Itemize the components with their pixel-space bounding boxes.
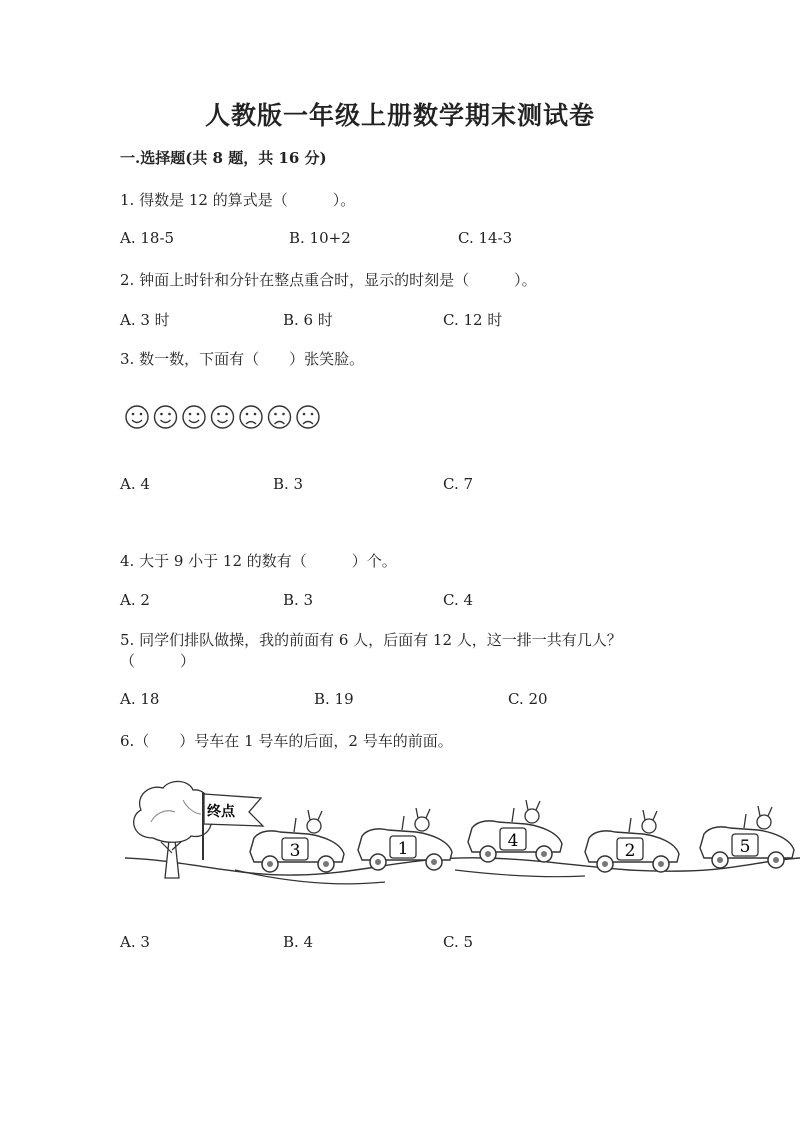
q3-option-c: C. 7 [443,475,474,493]
q5-option-b: B. 19 [314,690,354,708]
smiley-face-icon [126,406,148,428]
smiley-face-icon [183,406,205,428]
q2-option-a: A. 3 时 [120,311,170,329]
question-6-stem: 6.（ ）号车在 1 号车的后面，2 号车的前面。 [120,732,453,750]
frown-face-icon [240,406,262,428]
q1-option-b: B. 10+2 [289,229,351,247]
question-5-blank: （ ） [120,652,196,670]
frown-face-icon [269,406,291,428]
q6-option-c: C. 5 [443,933,474,951]
question-5-stem: 5. 同学们排队做操，我的前面有 6 人，后面有 12 人，这一排一共有几人？ [120,631,622,649]
question-3-stem: 3. 数一数，下面有（ ）张笑脸。 [120,350,365,368]
q2-option-b: B. 6 时 [283,311,333,329]
car-number-label: 4 [507,831,519,851]
question-4-stem: 4. 大于 9 小于 12 的数有（ ）个。 [120,552,397,570]
faces-row [124,404,324,430]
question-1-stem: 1. 得数是 12 的算式是（ ）。 [120,191,356,209]
q5-option-c: C. 20 [508,690,548,708]
race-scene-illustration [125,778,800,890]
smiley-face-icon [155,406,177,428]
question-2-stem: 2. 钟面上时针和分针在整点重合时，显示的时刻是（ ）。 [120,271,537,289]
q4-option-a: A. 2 [120,591,150,609]
q3-option-b: B. 3 [273,475,304,493]
flag-label: 终点 [207,804,235,820]
smiley-face-icon [212,406,234,428]
q4-option-c: C. 4 [443,591,474,609]
frown-face-icon [297,406,319,428]
tree-icon [134,781,212,878]
section-heading: 一.选择题(共 8 题，共 16 分) [120,149,327,167]
car-number-label: 3 [289,841,301,861]
q4-option-b: B. 3 [283,591,314,609]
car-number-label: 5 [739,837,751,857]
q2-option-c: C. 12 时 [443,311,503,329]
q6-option-b: B. 4 [283,933,314,951]
q1-option-a: A. 18-5 [120,229,175,247]
car-number-label: 2 [624,841,636,861]
q6-option-a: A. 3 [120,933,150,951]
q1-option-c: C. 14-3 [458,229,513,247]
q5-option-a: A. 18 [120,690,160,708]
q3-option-a: A. 4 [120,475,150,493]
page-title: 人教版一年级上册数学期末测试卷 [204,101,595,130]
car-number-label: 1 [397,839,409,859]
